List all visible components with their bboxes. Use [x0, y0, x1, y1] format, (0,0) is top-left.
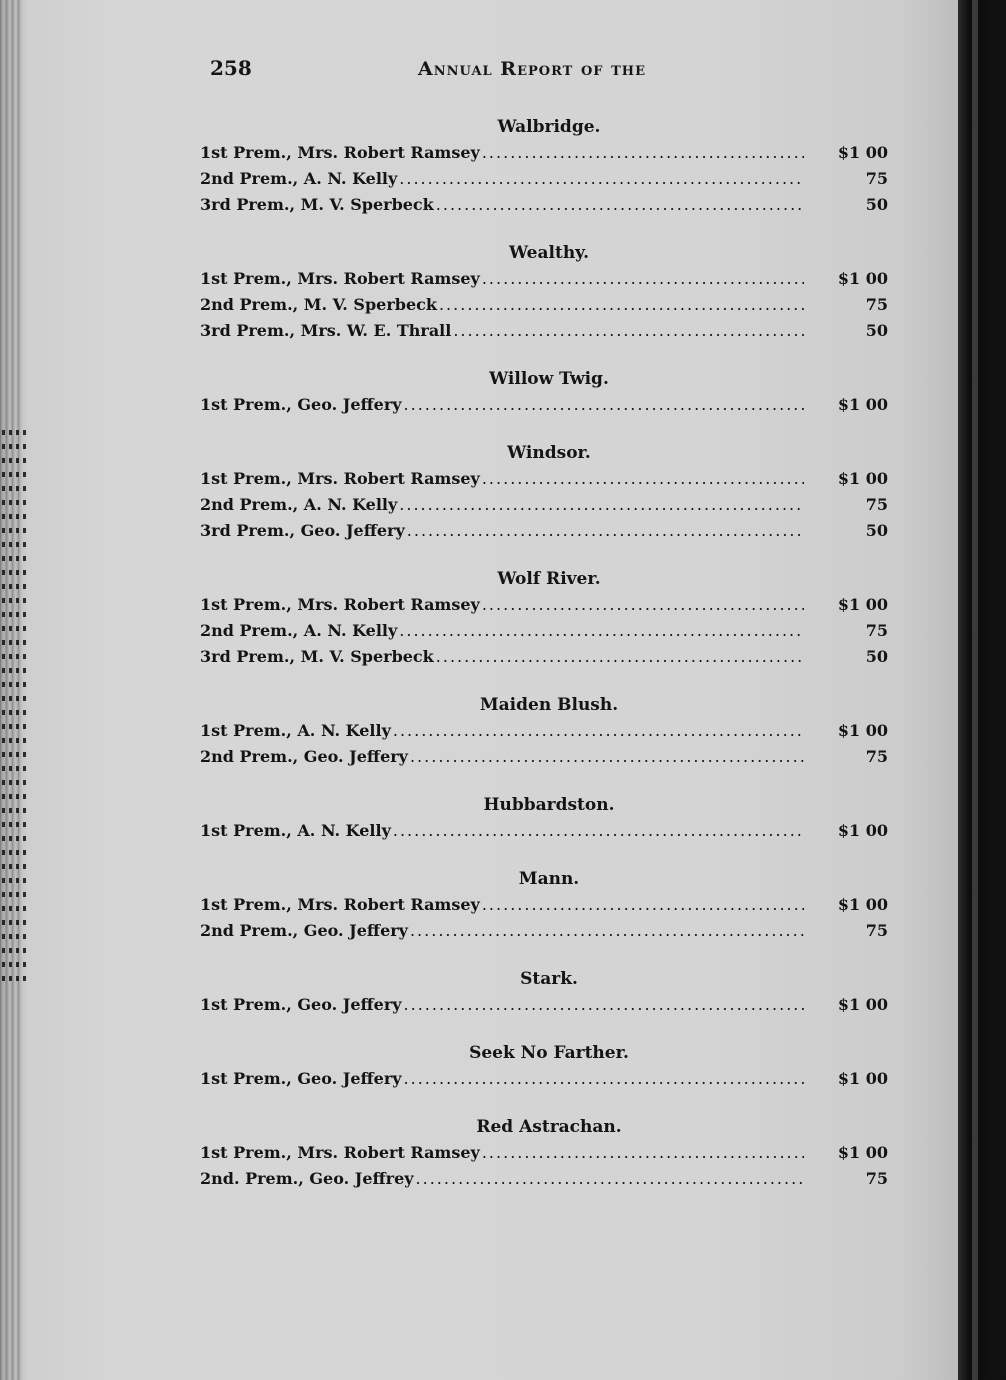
dot-leader: [482, 1140, 804, 1166]
premium-label: 2nd Prem., A. N. Kelly: [200, 169, 398, 188]
variety-title: Wealthy.: [508, 243, 590, 263]
scan-border: [958, 0, 1006, 1380]
dot-leader: [453, 318, 804, 344]
premium-label: 1st Prem., Mrs. Robert Ramsey: [200, 143, 480, 162]
variety-section: [200, 866, 888, 944]
dot-leader: [482, 266, 804, 292]
premium-amount: $1 00: [837, 995, 888, 1014]
variety-title: Seek No Farther.: [469, 1043, 629, 1063]
premium-entry: [200, 140, 888, 166]
premium-entry: [200, 166, 888, 192]
premium-amount: 50: [865, 195, 888, 214]
premium-label: 2nd Prem., Geo. Jeffery: [200, 921, 408, 940]
dot-leader: [404, 392, 804, 418]
premium-entry: [200, 644, 888, 670]
dot-leader: [399, 492, 804, 518]
premium-list: [200, 114, 888, 1214]
dot-leader: [399, 618, 804, 644]
premium-amount: 50: [865, 321, 888, 340]
variety-title: Mann.: [518, 869, 580, 889]
variety-section: [200, 114, 888, 218]
page-number: 258: [210, 56, 252, 80]
premium-entry: [200, 744, 888, 770]
premium-entry: [200, 1166, 888, 1192]
premium-entry: [200, 718, 888, 744]
variety-section: [200, 692, 888, 770]
premium-label: 2nd Prem., Geo. Jeffery: [200, 747, 408, 766]
dot-leader: [436, 192, 804, 218]
premium-entry: [200, 292, 888, 318]
dot-leader: [482, 592, 804, 618]
dot-leader: [482, 140, 804, 166]
premium-entry: [200, 518, 888, 544]
dot-leader: [436, 644, 804, 670]
premium-label: 1st Prem., A. N. Kelly: [200, 821, 391, 840]
premium-label: 1st Prem., Mrs. Robert Ramsey: [200, 469, 480, 488]
variety-title: Wolf River.: [497, 569, 601, 589]
variety-section: [200, 1114, 888, 1192]
premium-entry: [200, 318, 888, 344]
premium-amount: $1 00: [837, 269, 888, 288]
variety-section: [200, 366, 888, 418]
page-header: [210, 56, 690, 90]
premium-amount: 75: [865, 169, 888, 188]
variety-section: [200, 966, 888, 1018]
premium-label: 1st Prem., Mrs. Robert Ramsey: [200, 269, 480, 288]
premium-label: 2nd Prem., A. N. Kelly: [200, 621, 398, 640]
premium-entry: [200, 466, 888, 492]
premium-label: 1st Prem., A. N. Kelly: [200, 721, 391, 740]
premium-label: 1st Prem., Mrs. Robert Ramsey: [200, 595, 480, 614]
variety-section: [200, 566, 888, 670]
variety-title: Walbridge.: [497, 117, 601, 137]
binding-marks: [2, 430, 30, 990]
dot-leader: [482, 466, 804, 492]
premium-entry: [200, 918, 888, 944]
premium-entry: [200, 192, 888, 218]
premium-entry: [200, 392, 888, 418]
dot-leader: [399, 166, 804, 192]
premium-amount: $1 00: [837, 1143, 888, 1162]
premium-amount: 75: [865, 295, 888, 314]
premium-label: 3rd Prem., M. V. Sperbeck: [200, 647, 434, 666]
dot-leader: [410, 744, 804, 770]
premium-amount: 75: [865, 495, 888, 514]
variety-title: Red Astrachan.: [476, 1117, 622, 1137]
premium-entry: [200, 992, 888, 1018]
premium-entry: [200, 892, 888, 918]
premium-amount: 75: [865, 921, 888, 940]
variety-title: Stark.: [520, 969, 578, 989]
premium-entry: [200, 1066, 888, 1092]
premium-amount: $1 00: [837, 1069, 888, 1088]
premium-label: 1st Prem., Mrs. Robert Ramsey: [200, 895, 480, 914]
premium-amount: $1 00: [837, 143, 888, 162]
premium-entry: [200, 618, 888, 644]
variety-title: Hubbardston.: [483, 795, 615, 815]
premium-amount: 50: [865, 521, 888, 540]
dot-leader: [393, 818, 804, 844]
premium-entry: [200, 266, 888, 292]
premium-label: 2nd Prem., A. N. Kelly: [200, 495, 398, 514]
premium-amount: 75: [865, 1169, 888, 1188]
premium-label: 1st Prem., Geo. Jeffery: [200, 995, 402, 1014]
premium-amount: $1 00: [837, 821, 888, 840]
premium-entry: [200, 592, 888, 618]
premium-amount: $1 00: [837, 895, 888, 914]
premium-amount: 75: [865, 747, 888, 766]
premium-amount: 50: [865, 647, 888, 666]
premium-entry: [200, 818, 888, 844]
premium-label: 2nd. Prem., Geo. Jeffrey: [200, 1169, 414, 1188]
premium-label: 3rd Prem., Geo. Jeffery: [200, 521, 405, 540]
premium-amount: $1 00: [837, 469, 888, 488]
variety-section: [200, 1040, 888, 1092]
dot-leader: [482, 892, 804, 918]
variety-section: [200, 440, 888, 544]
premium-label: 3rd Prem., Mrs. W. E. Thrall: [200, 321, 452, 340]
premium-label: 1st Prem., Geo. Jeffery: [200, 395, 402, 414]
premium-label: 1st Prem., Mrs. Robert Ramsey: [200, 1143, 480, 1162]
variety-section: [200, 792, 888, 844]
dot-leader: [407, 518, 804, 544]
dot-leader: [404, 1066, 804, 1092]
dot-leader: [393, 718, 804, 744]
premium-entry: [200, 492, 888, 518]
premium-amount: 75: [865, 621, 888, 640]
variety-section: [200, 240, 888, 344]
variety-title: Maiden Blush.: [479, 695, 619, 715]
premium-label: 1st Prem., Geo. Jeffery: [200, 1069, 402, 1088]
premium-amount: $1 00: [837, 595, 888, 614]
dot-leader: [439, 292, 804, 318]
premium-label: 3rd Prem., M. V. Sperbeck: [200, 195, 434, 214]
dot-leader: [410, 918, 804, 944]
premium-amount: $1 00: [837, 395, 888, 414]
premium-label: 2nd Prem., M. V. Sperbeck: [200, 295, 437, 314]
dot-leader: [416, 1166, 804, 1192]
dot-leader: [404, 992, 804, 1018]
running-title: Annual Report of the: [418, 58, 646, 80]
premium-amount: $1 00: [837, 721, 888, 740]
premium-entry: [200, 1140, 888, 1166]
variety-title: Windsor.: [507, 443, 591, 463]
variety-title: Willow Twig.: [489, 369, 609, 389]
